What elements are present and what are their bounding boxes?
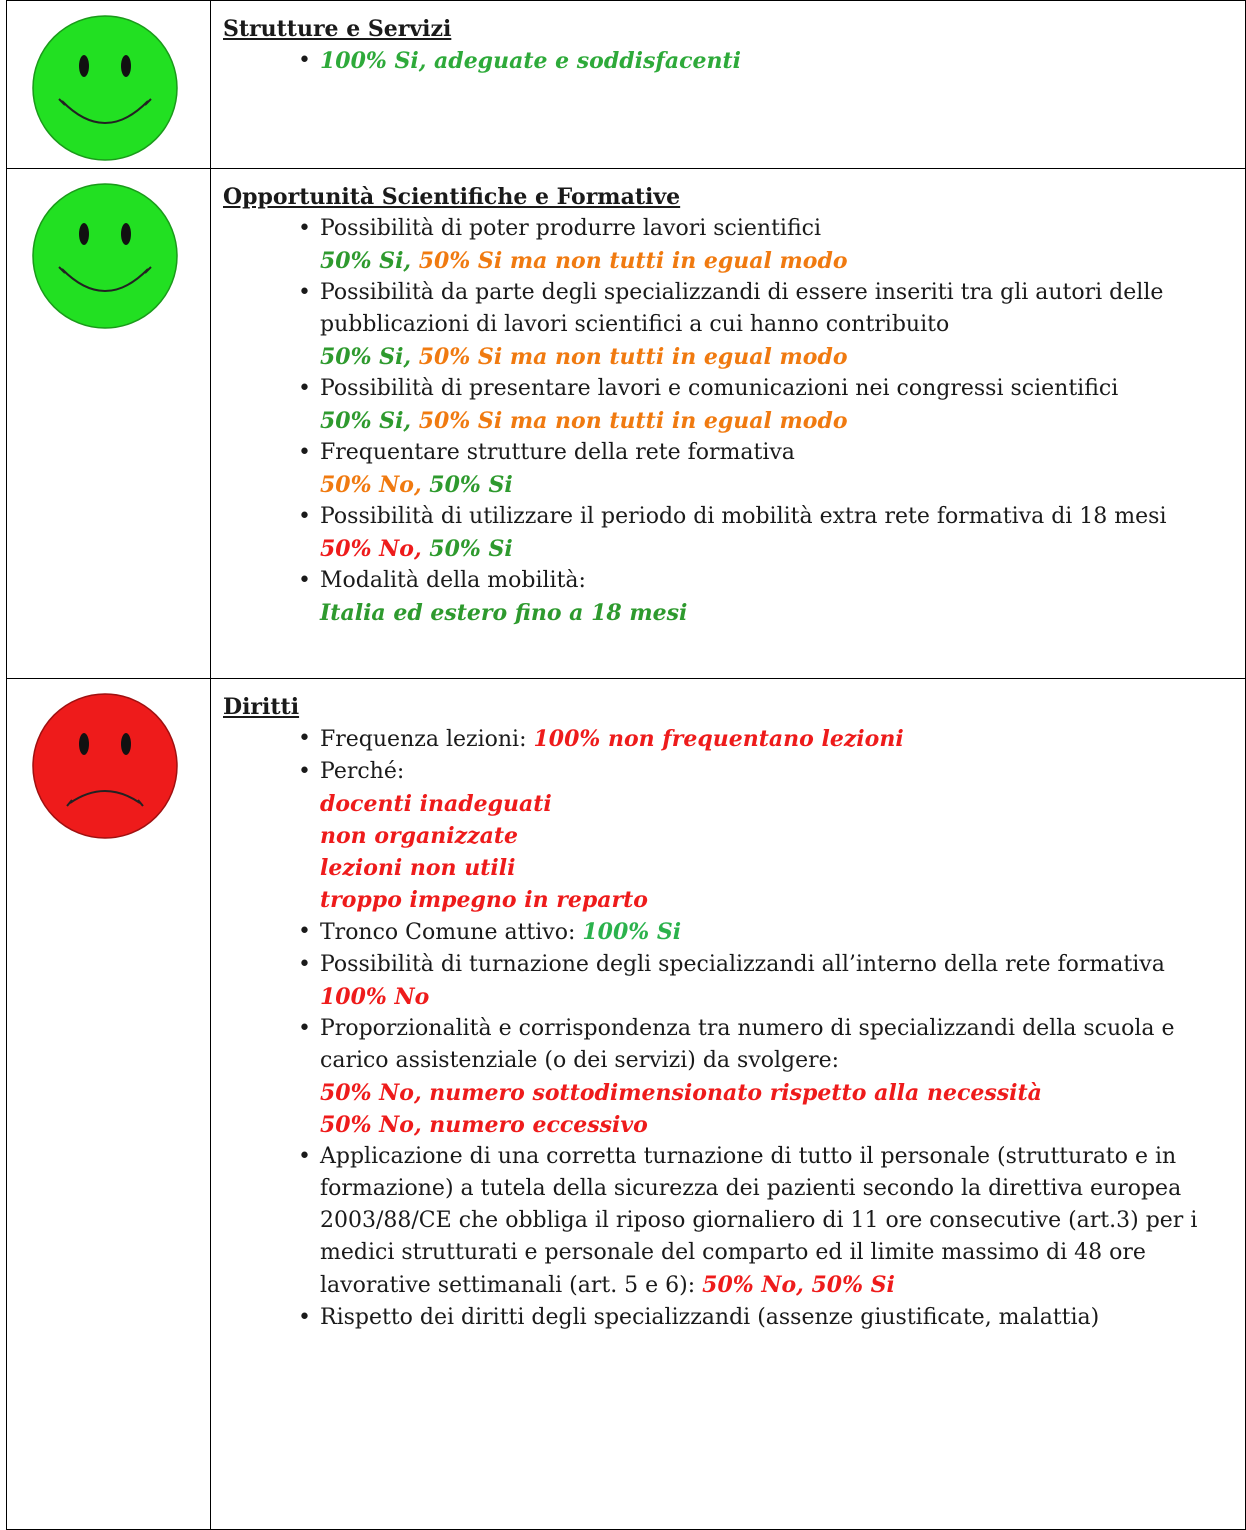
list-item — [223, 373, 1245, 437]
answer: 50% No, 50% Si — [320, 472, 513, 498]
list-item — [223, 1302, 1245, 1334]
item-text: Possibilità di presentare lavori e comunicazioni nei congressi scientifici — [320, 376, 1119, 401]
list-item — [223, 723, 1245, 756]
answer: 50% No, 50% Si — [320, 536, 513, 562]
bullet-icon: • — [298, 759, 311, 784]
answer: troppo impegno in reparto — [320, 887, 648, 913]
answer: 50% Si, 50% Si ma non tutti in egual modo — [320, 248, 848, 274]
section-title: Diritti — [223, 694, 300, 720]
item-list — [223, 213, 1245, 629]
section-row — [7, 1, 1246, 169]
answer: 100% No — [320, 984, 430, 1010]
smiley-happy-icon — [30, 181, 180, 331]
face-cell — [7, 679, 211, 1530]
item-text: Frequentare strutture della rete formativa — [320, 440, 795, 465]
item-text: Possibilità di utilizzare il periodo di mobilità extra rete formativa di 18 mesi — [320, 504, 1167, 529]
list-item — [223, 45, 1245, 77]
list-item — [223, 916, 1245, 949]
answer: lezioni non utili — [320, 855, 516, 881]
item-text: Possibilità di turnazione degli specializzandi all’interno della rete formativa — [320, 952, 1165, 977]
list-item — [223, 1013, 1245, 1141]
item-text: Modalità della mobilità: — [320, 568, 586, 593]
face-cell — [7, 169, 211, 679]
answer: docenti inadeguati — [320, 791, 552, 817]
item-text: Applicazione di una corretta turnazione di tutto il personale (strutturato e in formazione) a tutela della sicurezza dei pazienti secondo la direttiva europea 2003/88/CE che obbliga il riposo giornaliero di 11 ore consecutive (art.3) per i medici strutturati e personale del comparto ed il limite massimo di 48 ore lavorative settimanali (art. 5 e 6): — [320, 1144, 1198, 1298]
section-title: Strutture e Servizi — [223, 16, 452, 42]
bullet-icon: • — [298, 1305, 311, 1330]
answer: 50% No, 50% Si — [702, 1272, 895, 1298]
answer: non organizzate — [320, 823, 518, 849]
item-text: Rispetto dei diritti degli specializzandi (assenze giustificate, malattia) — [320, 1305, 1100, 1330]
bullet-icon: • — [298, 1016, 311, 1041]
item-list — [223, 723, 1245, 1334]
answer: 100% non frequentano lezioni — [533, 726, 904, 752]
bullet-icon: • — [298, 280, 311, 305]
bullet-icon: • — [298, 952, 311, 977]
list-item — [223, 949, 1245, 1013]
item-text: Frequenza lezioni: — [320, 727, 534, 752]
bullet-icon: • — [298, 376, 311, 401]
list-item — [223, 277, 1245, 373]
item-list — [223, 45, 1245, 77]
list-item — [223, 1141, 1245, 1302]
bullet-icon: • — [298, 1144, 311, 1169]
face-cell — [7, 1, 211, 169]
answer: 50% No, numero eccessivo — [320, 1112, 648, 1138]
item-text: Perché: — [320, 759, 405, 784]
answer: 50% Si, 50% Si ma non tutti in egual modo — [320, 344, 848, 370]
smiley-sad-icon — [30, 691, 180, 841]
answer: 100% Si, adeguate e soddisfacenti — [320, 48, 741, 74]
item-text: Proporzionalità e corrispondenza tra numero di specializzandi della scuola e carico assistenziale (o dei servizi) da svolgere: — [320, 1016, 1175, 1073]
section-row — [7, 679, 1246, 1530]
answer: 100% Si — [582, 919, 682, 945]
list-item — [223, 756, 1245, 916]
evaluation-table — [6, 0, 1246, 1530]
list-item — [223, 501, 1245, 565]
list-item — [223, 565, 1245, 629]
section-content — [211, 679, 1246, 1530]
bullet-icon: • — [298, 726, 311, 751]
answer: Italia ed estero fino a 18 mesi — [320, 600, 688, 626]
item-text: Possibilità di poter produrre lavori scientifici — [320, 216, 821, 241]
section-content — [211, 1, 1246, 169]
bullet-icon: • — [298, 504, 311, 529]
list-item — [223, 213, 1245, 277]
item-text: Tronco Comune attivo: — [320, 920, 583, 945]
bullet-icon: • — [298, 216, 311, 241]
bullet-icon: • — [298, 440, 311, 465]
section-row — [7, 169, 1246, 679]
item-text: Possibilità da parte degli specializzandi di essere inseriti tra gli autori delle pubblicazioni di lavori scientifici a cui hanno contribuito — [320, 280, 1164, 337]
section-content — [211, 169, 1246, 679]
section-title: Opportunità Scientifiche e Formative — [223, 184, 681, 210]
answer: 50% Si, 50% Si ma non tutti in egual modo — [320, 408, 848, 434]
list-item — [223, 437, 1245, 501]
bullet-icon: • — [298, 919, 311, 944]
bullet-icon: • — [298, 568, 311, 593]
smiley-happy-icon — [30, 13, 180, 163]
answer: 50% No, numero sottodimensionato rispetto alla necessità — [320, 1080, 1042, 1106]
bullet-icon: • — [298, 48, 311, 73]
